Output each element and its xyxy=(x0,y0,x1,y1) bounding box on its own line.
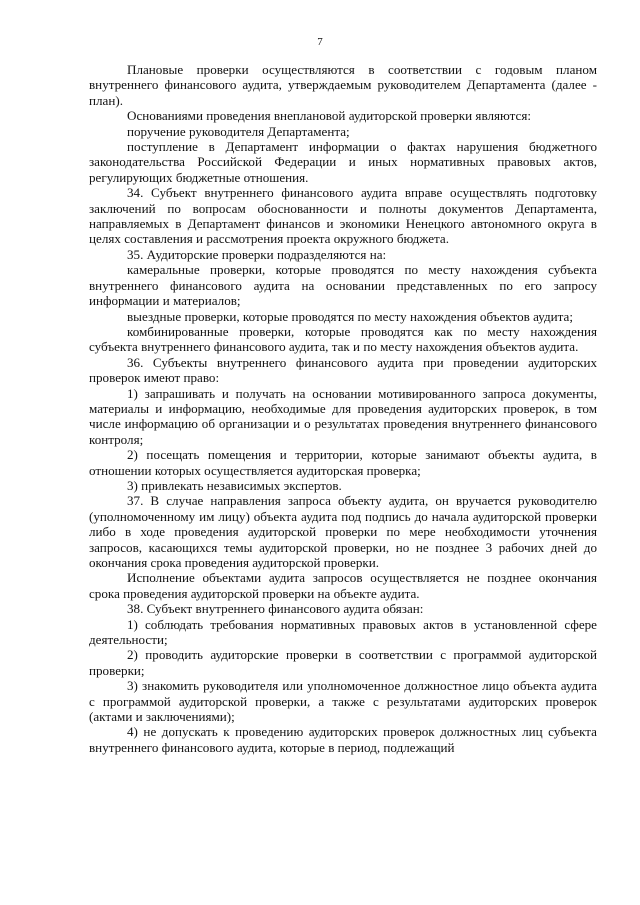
paragraph: 3) привлекать независимых экспертов. xyxy=(127,477,342,493)
paragraph: 35. Аудиторские проверки подразделяются на: xyxy=(127,246,387,262)
paragraph: 4) не допускать к проведению аудиторских проверок должностных лиц субъекта внутреннего финансового аудита, которые в период, подлежащий xyxy=(89,724,597,755)
paragraph: камеральные проверки, которые проводятся по месту нахождения субъекта внутреннего финансового аудита на основании представленных по его запросу информации и материалов; xyxy=(89,262,597,309)
paragraph: Основаниями проведения внеплановой аудиторской проверки являются: xyxy=(127,108,531,124)
paragraph: 1) запрашивать и получать на основании мотивированного запроса документы, материалы и информацию, необходимые для проведения аудиторских проверок, в том числе информацию об организации и о результатах проведения внутреннего финансового контроля; xyxy=(89,385,597,447)
paragraph: 34. Субъект внутреннего финансового аудита вправе осуществлять подготовку заключений по вопросам обоснованности и полноты документов Департамента, направляемых в Департамент финансов и экономики Ненецкого автономного округа в целях составления и рассмотрения проекта окружного бюджета. xyxy=(89,185,597,247)
paragraph: поступление в Департамент информации о фактах нарушения бюджетного законодательства Российской Федерации и иных нормативных правовых актов, регулирующих бюджетные отношения. xyxy=(89,139,597,185)
paragraph: 36. Субъекты внутреннего финансового аудита при проведении аудиторских проверок имеют право: xyxy=(89,354,597,386)
paragraph: Исполнение объектами аудита запросов осуществляется не позднее окончания срока проведения аудиторской проверки на объекте аудита. xyxy=(89,570,597,601)
paragraph: выездные проверки, которые проводятся по месту нахождения объектов аудита; xyxy=(127,308,573,324)
paragraph: 2) посещать помещения и территории, которые занимают объекты аудита, в отношении которых осуществляется аудиторская проверка; xyxy=(89,447,597,478)
paragraph: 2) проводить аудиторские проверки в соответствии с программой аудиторской проверки; xyxy=(89,647,597,678)
paragraph: поручение руководителя Департамента; xyxy=(127,123,350,139)
page-number: 7 xyxy=(317,36,323,48)
document-body xyxy=(89,62,597,755)
paragraph: 1) соблюдать требования нормативных правовых актов в установленной сфере деятельности; xyxy=(89,616,597,648)
paragraph: Плановые проверки осуществляются в соответствии с годовым планом внутреннего финансового аудита, утверждаемым руководителем Департамента (далее - план). xyxy=(89,62,597,108)
paragraph: 38. Субъект внутреннего финансового аудита обязан: xyxy=(127,601,424,617)
paragraph: 3) знакомить руководителя или уполномоченное должностное лицо объекта аудита с программой аудиторской проверки, а также с результатами аудиторских проверок (актами и заключениями); xyxy=(89,678,597,725)
paragraph: комбинированные проверки, которые проводятся как по месту нахождения субъекта внутреннего финансового аудита, так и по месту нахождения объектов аудита. xyxy=(89,323,597,355)
paragraph: 37. В случае направления запроса объекту аудита, он вручается руководителю (уполномоченному им лицу) объекта аудита под подпись до начала аудиторской проверки либо в ходе проведения аудиторской проверки по мере необходимости уточнения запросов, касающихся темы аудиторской проверки, но не позднее 3 рабочих дней до окончания срока проведения аудиторской проверки. xyxy=(89,493,597,570)
